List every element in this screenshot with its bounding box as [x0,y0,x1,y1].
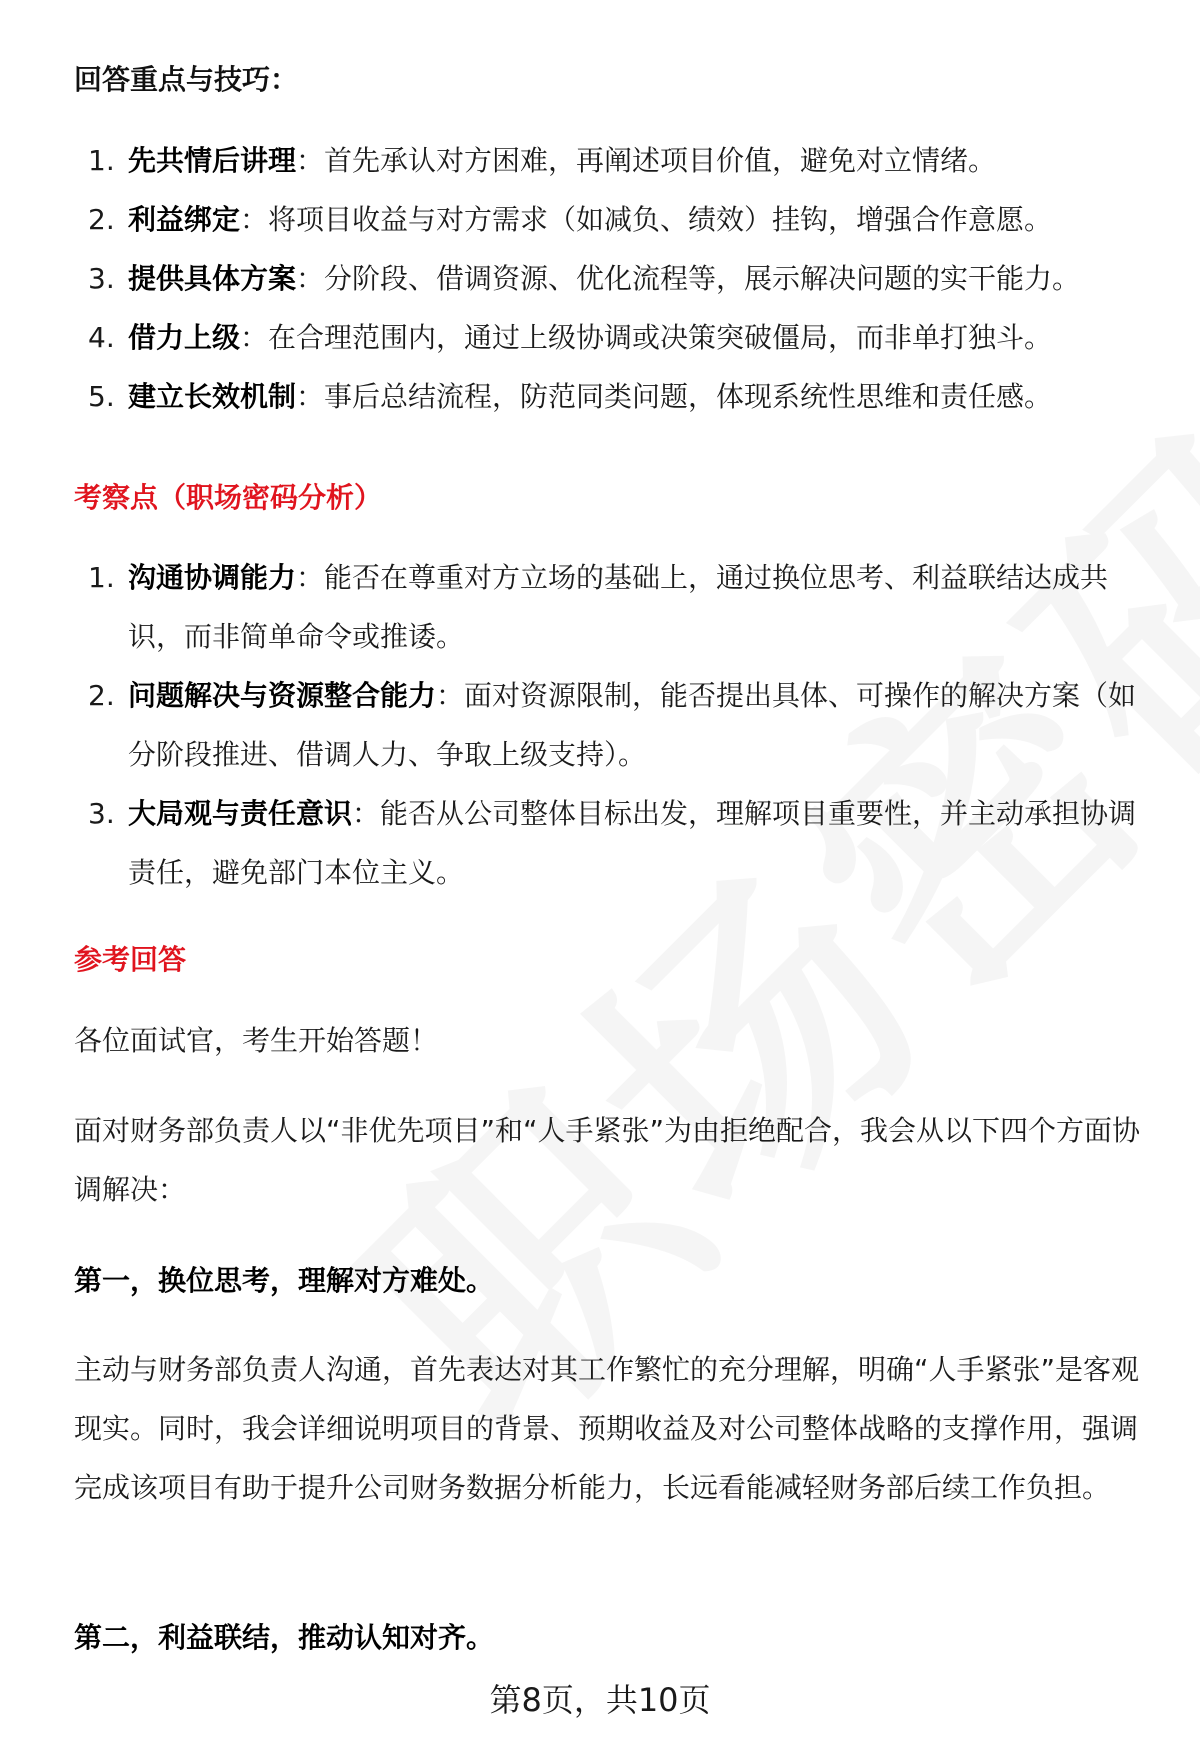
list-item-text: ：在合理范围内，通过上级协调或决策突破僵局，而非单打独斗。 [240,321,1053,354]
tips-list [74,131,1144,426]
list-item [74,131,1144,190]
list-item-text: ：能否从公司整体目标出发，理解项目重要性，并主动承担协调责任，避免部门本位主义。 [128,797,1137,889]
list-number: 1. [88,144,115,177]
list-item-label: 借力上级 [128,321,241,354]
list-item [74,784,1144,902]
list-item [74,367,1144,426]
list-item [74,249,1144,308]
list-number: 3. [88,262,115,295]
answer-point1-title: 第一，换位思考，理解对方难处。 [74,1264,495,1297]
list-number: 2. [88,679,115,712]
list-item-text: ：将项目收益与对方需求（如减负、绩效）挂钩，增强合作意愿。 [240,203,1053,236]
list-item-text: ：能否在尊重对方立场的基础上，通过换位思考、利益联结达成共识，而非简单命令或推诿。 [128,561,1109,653]
list-item [74,548,1144,666]
list-item-label: 问题解决与资源整合能力 [128,679,437,712]
list-item [74,308,1144,367]
answer-greeting: 各位面试官，考生开始答题！ [74,1024,439,1057]
answer-point1-text: 主动与财务部负责人沟通，首先表达对其工作繁忙的充分理解，明确“人手紧张”是客观现实。同时，我会详细说明项目的背景、预期收益及对公司整体战略的支撑作用，强调完成该项目有助于提升公司财务数据分析能力，长远看能减轻财务部后续工作负担。 [74,1353,1140,1504]
section-title-answer: 参考回答 [74,943,187,976]
answer-point2-title: 第二，利益联结，推动认知对齐。 [74,1621,495,1654]
page-footer: 第8页，共10页 [489,1681,711,1719]
list-number: 4. [88,321,115,354]
list-item-label: 先共情后讲理 [128,144,297,177]
list-item-label: 利益绑定 [128,203,241,236]
list-item-label: 建立长效机制 [128,380,297,413]
list-item-label: 沟通协调能力 [128,561,297,594]
answer-intro: 面对财务部负责人以“非优先项目”和“人手紧张”为由拒绝配合，我会从以下四个方面协调解决： [74,1114,1141,1206]
list-item-label: 大局观与责任意识 [128,797,353,830]
list-number: 1. [88,561,115,594]
list-number: 3. [88,797,115,830]
list-item [74,190,1144,249]
list-item [74,666,1144,784]
section-title-assessment: 考察点（职场密码分析） [74,481,383,514]
watermark [259,325,1200,1507]
list-item-text: ：分阶段、借调资源、优化流程等，展示解决问题的实干能力。 [296,262,1081,295]
list-number: 2. [88,203,115,236]
section-title-tips: 回答重点与技巧： [74,63,299,96]
list-item-text: ：事后总结流程，防范同类问题，体现系统性思维和责任感。 [296,380,1053,413]
list-item-text: ：首先承认对方困难，再阐述项目价值，避免对立情绪。 [296,144,997,177]
assessment-list [74,548,1144,902]
list-item-text: ：面对资源限制，能否提出具体、可操作的解决方案（如分阶段推进、借调人力、争取上级支持）。 [128,679,1137,771]
list-item-label: 提供具体方案 [128,262,297,295]
list-number: 5. [88,380,115,413]
